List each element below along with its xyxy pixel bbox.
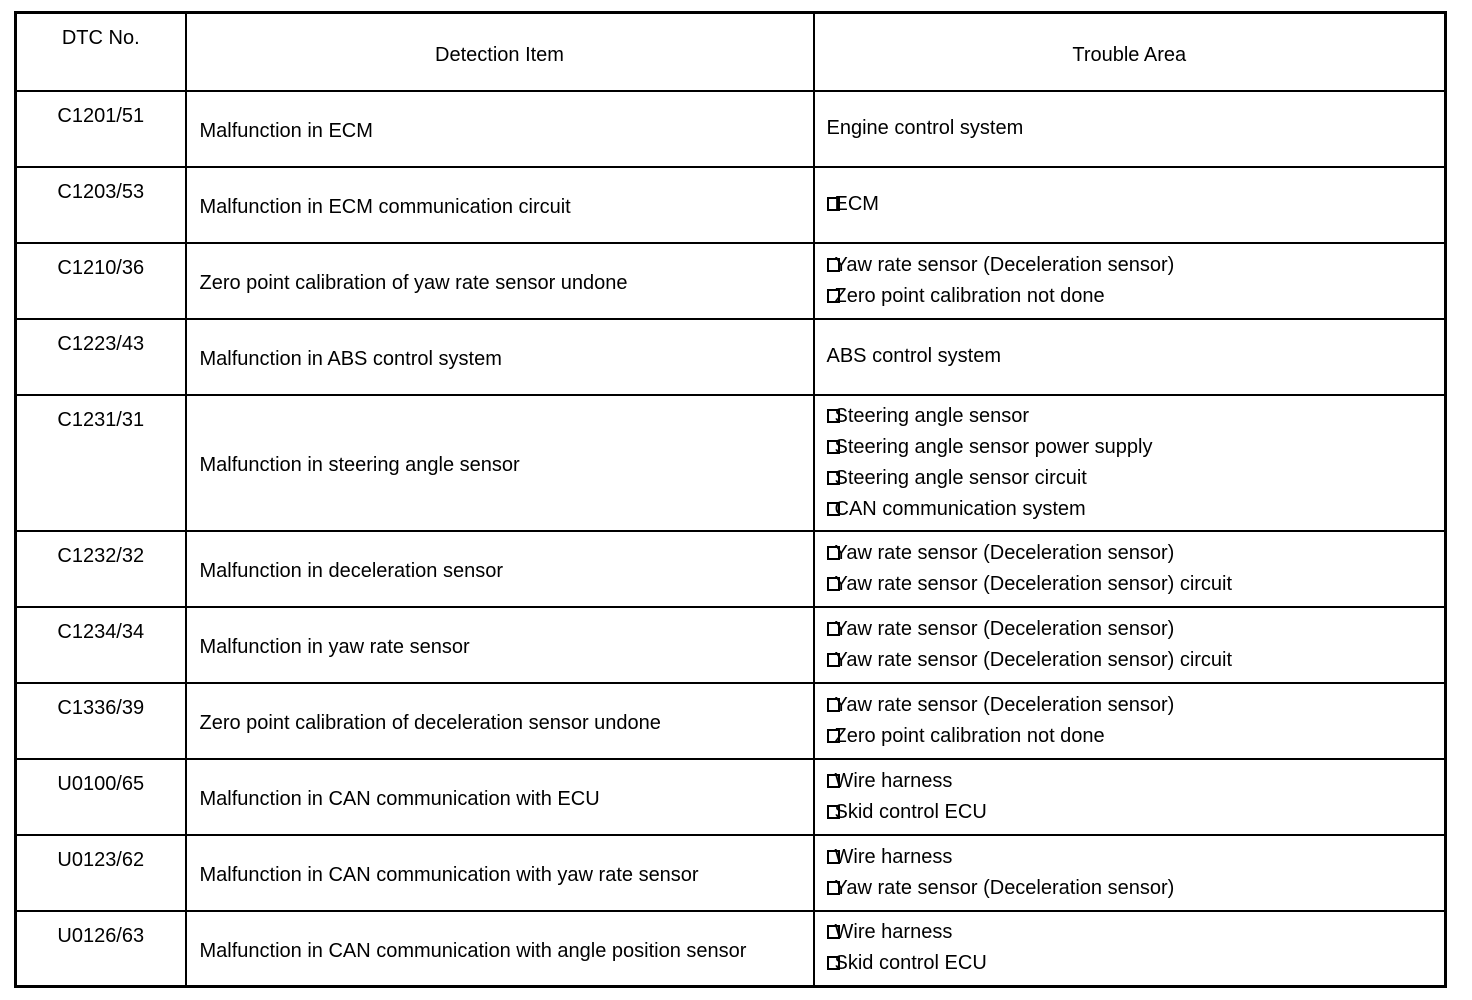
detection-cell: Zero point calibration of yaw rate sensor undone <box>186 243 814 319</box>
trouble-cell <box>814 683 1446 759</box>
trouble-line <box>827 113 1445 144</box>
dtc-cell: C1201/51 <box>16 91 186 167</box>
trouble-text: Steering angle sensor power supply <box>834 435 1153 458</box>
trouble-text: Yaw rate sensor (Deceleration sensor) circuit <box>834 572 1233 595</box>
column-header-trouble-area: Trouble Area <box>814 13 1446 91</box>
trouble-text: Yaw rate sensor (Deceleration sensor) <box>834 253 1175 276</box>
trouble-text: Wire harness <box>834 921 953 944</box>
trouble-cell <box>814 759 1446 835</box>
table-row <box>16 835 1446 911</box>
table-row <box>16 167 1446 243</box>
detection-cell: Malfunction in steering angle sensor <box>186 395 814 531</box>
table-row <box>16 683 1446 759</box>
dtc-cell: C1232/32 <box>16 531 186 607</box>
trouble-line <box>827 721 1445 752</box>
trouble-text: ECM <box>834 193 879 215</box>
trouble-text: Steering angle sensor <box>834 404 1030 427</box>
trouble-line <box>827 797 1445 828</box>
trouble-text: Yaw rate sensor (Deceleration sensor) <box>834 693 1175 716</box>
trouble-line <box>827 463 1445 494</box>
trouble-line <box>827 645 1445 676</box>
dtc-cell: C1234/34 <box>16 607 186 683</box>
header-row <box>16 13 1446 91</box>
trouble-text: Zero point calibration not done <box>834 284 1105 307</box>
detection-cell: Zero point calibration of deceleration sensor undone <box>186 683 814 759</box>
trouble-text: Steering angle sensor circuit <box>834 466 1087 489</box>
trouble-text: ABS control system <box>826 345 1002 367</box>
table-row <box>16 759 1446 835</box>
trouble-text: Yaw rate sensor (Deceleration sensor) circuit <box>834 648 1233 671</box>
dtc-cell: C1203/53 <box>16 167 186 243</box>
trouble-line <box>827 189 1445 220</box>
trouble-text: Zero point calibration not done <box>834 724 1105 747</box>
table-row <box>16 531 1446 607</box>
detection-cell: Malfunction in ABS control system <box>186 319 814 395</box>
trouble-cell <box>814 91 1446 167</box>
trouble-cell <box>814 531 1446 607</box>
table-row <box>16 91 1446 167</box>
trouble-text: Skid control ECU <box>834 952 987 975</box>
dtc-cell: C1223/43 <box>16 319 186 395</box>
detection-cell: Malfunction in ECM communication circuit <box>186 167 814 243</box>
dtc-cell: C1210/36 <box>16 243 186 319</box>
column-header-detection-item: Detection Item <box>186 13 814 91</box>
dtc-table <box>14 11 1447 988</box>
dtc-cell: U0126/63 <box>16 911 186 987</box>
trouble-text: Engine control system <box>826 117 1024 139</box>
detection-cell: Malfunction in CAN communication with angle position sensor <box>186 911 814 987</box>
trouble-line <box>827 917 1445 948</box>
table-row <box>16 607 1446 683</box>
trouble-line <box>827 494 1445 525</box>
trouble-line <box>827 948 1445 979</box>
trouble-line <box>827 690 1445 721</box>
trouble-text: Wire harness <box>834 769 953 792</box>
trouble-line <box>827 842 1445 873</box>
trouble-line <box>827 341 1445 372</box>
detection-cell: Malfunction in deceleration sensor <box>186 531 814 607</box>
dtc-cell: C1231/31 <box>16 395 186 531</box>
trouble-cell <box>814 835 1446 911</box>
table-row <box>16 243 1446 319</box>
trouble-line <box>827 766 1445 797</box>
detection-cell: Malfunction in CAN communication with yaw rate sensor <box>186 835 814 911</box>
trouble-line <box>827 401 1445 432</box>
trouble-cell <box>814 243 1446 319</box>
trouble-line <box>827 281 1445 312</box>
trouble-text: Yaw rate sensor (Deceleration sensor) <box>834 541 1175 564</box>
trouble-cell <box>814 607 1446 683</box>
trouble-text: CAN communication system <box>834 497 1086 520</box>
trouble-cell <box>814 167 1446 243</box>
trouble-line <box>827 432 1445 463</box>
table-row <box>16 911 1446 987</box>
table-header <box>16 13 1446 91</box>
trouble-text: Yaw rate sensor (Deceleration sensor) <box>834 617 1175 640</box>
table-row <box>16 319 1446 395</box>
trouble-text: Wire harness <box>834 845 953 868</box>
dtc-cell: C1336/39 <box>16 683 186 759</box>
table-body <box>16 91 1446 987</box>
trouble-line <box>827 873 1445 904</box>
detection-cell: Malfunction in ECM <box>186 91 814 167</box>
dtc-cell: U0123/62 <box>16 835 186 911</box>
detection-cell: Malfunction in yaw rate sensor <box>186 607 814 683</box>
trouble-cell <box>814 395 1446 531</box>
trouble-text: Yaw rate sensor (Deceleration sensor) <box>834 876 1175 899</box>
column-header-dtc-no: DTC No. <box>16 13 186 91</box>
trouble-cell <box>814 319 1446 395</box>
detection-cell: Malfunction in CAN communication with ECU <box>186 759 814 835</box>
trouble-text: Skid control ECU <box>834 800 987 823</box>
trouble-line <box>827 250 1445 281</box>
dtc-cell: U0100/65 <box>16 759 186 835</box>
trouble-line <box>827 614 1445 645</box>
trouble-cell <box>814 911 1446 987</box>
trouble-line <box>827 538 1445 569</box>
table-row <box>16 395 1446 531</box>
trouble-line <box>827 569 1445 600</box>
